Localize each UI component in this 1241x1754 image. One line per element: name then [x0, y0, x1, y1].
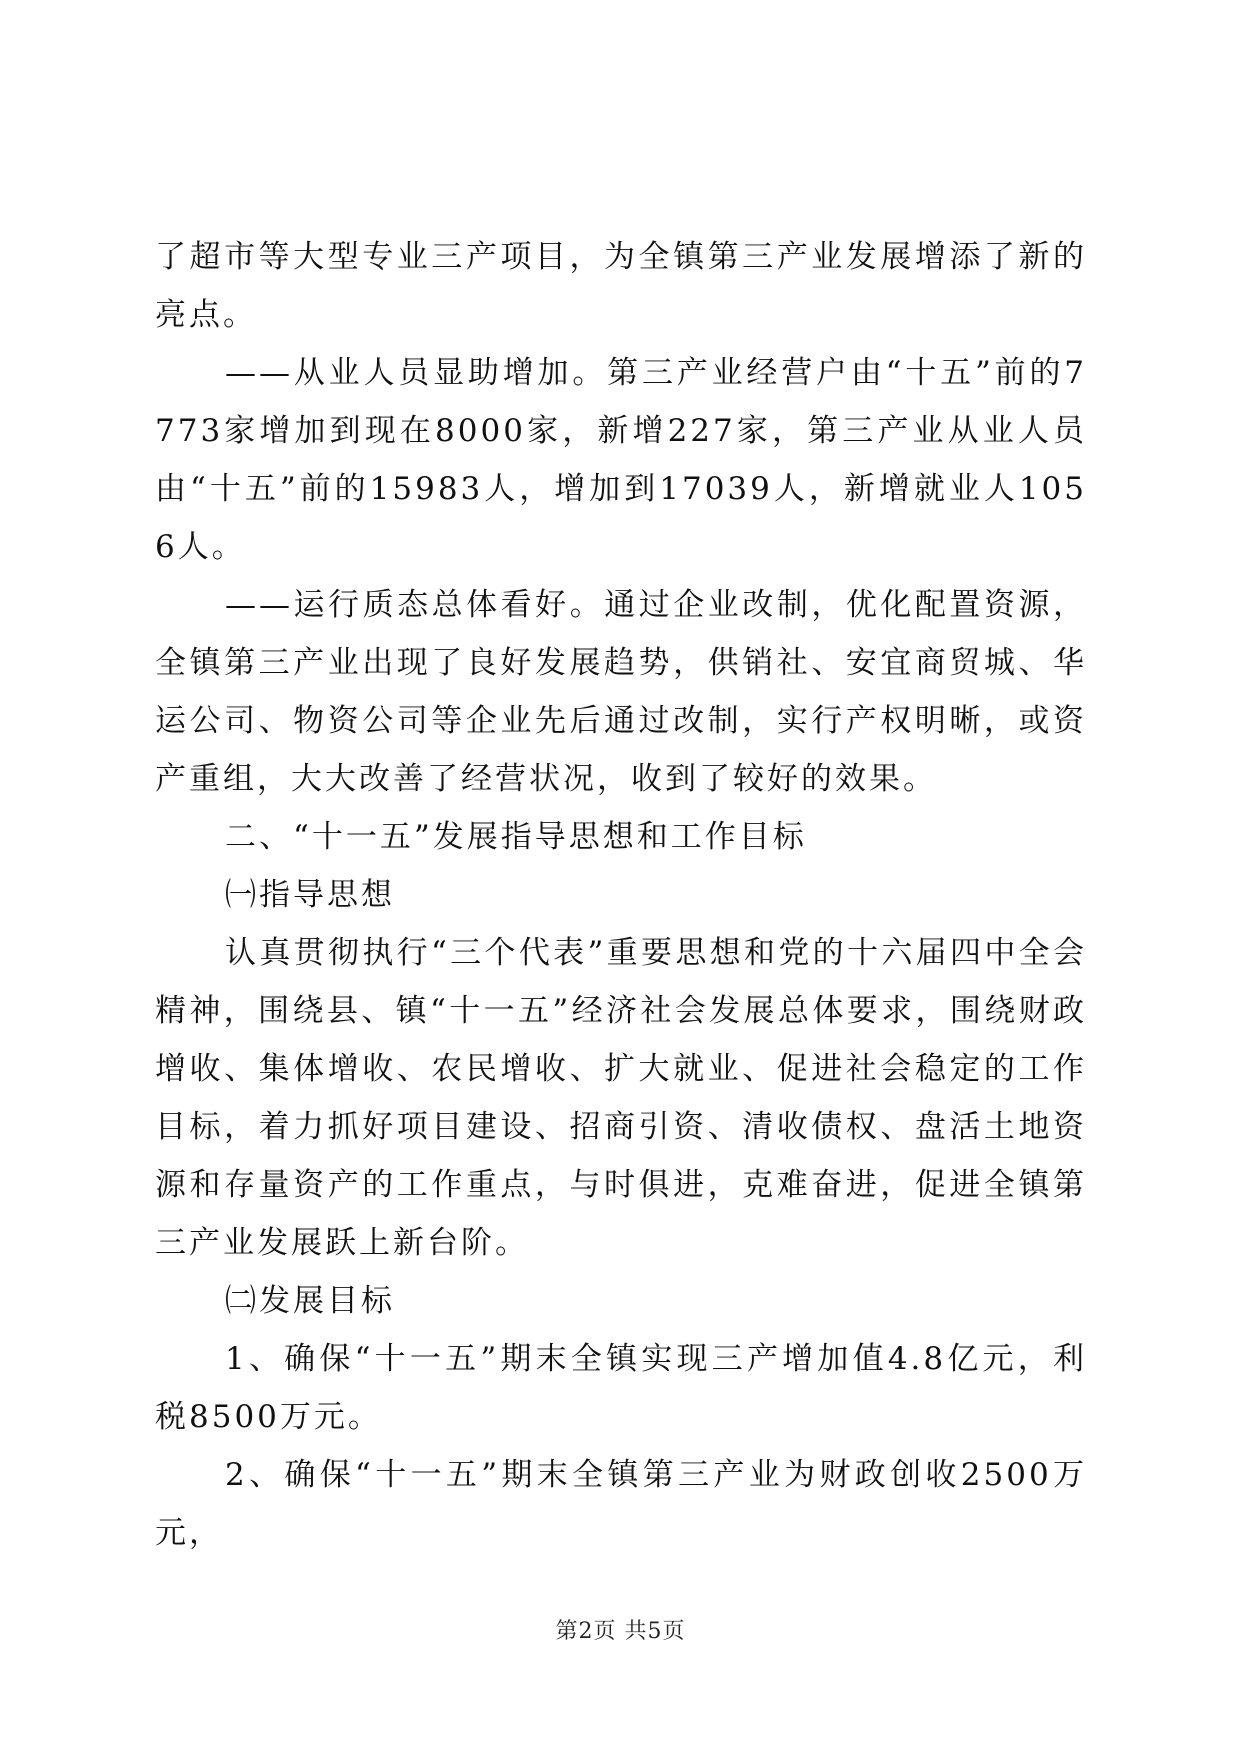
section-heading-two: 二、“十一五”发展指导思想和工作目标	[225, 819, 807, 855]
subheading-development-goals: ㈡发展目标	[225, 1283, 395, 1319]
paragraph-continuation: 了超市等大型专业三产项目，为全镇第三产业发展增添了新的亮点。	[155, 239, 1087, 333]
paragraph-operation-quality: ——运行质态总体看好。通过企业改制，优化配置资源，全镇第三产业出现了良好发展趋势，供销社、安宜商贸城、华运公司、物资公司等企业先后通过改制，实行产权明晰，或资产重组，大大改善了经营状况，收到了较好的效果。	[155, 587, 1087, 797]
paragraph-employment: ——从业人员显助增加。第三产业经营户由“十五”前的7773家增加到现在8000家，新增227家，第三产业从业人员由“十五”前的15983人，增加到17039人，新增就业人1056人。	[155, 355, 1087, 565]
subheading-guiding-thought: ㈠指导思想	[225, 877, 395, 913]
document-body	[155, 228, 1087, 1562]
page-footer: 第2页 共5页	[555, 1619, 686, 1644]
paragraph-guiding-thought: 认真贯彻执行“三个代表”重要思想和党的十六届四中全会精神，围绕县、镇“十一五”经济社会发展总体要求，围绕财政增收、集体增收、农民增收、扩大就业、促进社会稳定的工作目标，着力抓好项目建设、招商引资、清收债权、盘活土地资源和存量资产的工作重点，与时俱进，克难奋进，促进全镇第三产业发展跃上新台阶。	[155, 935, 1087, 1261]
goal-item-1: 1、确保“十一五”期末全镇实现三产增加值4.8亿元，利税8500万元。	[155, 1341, 1087, 1435]
goal-item-2: 2、确保“十一五”期末全镇第三产业为财政创收2500万元，	[155, 1457, 1087, 1551]
